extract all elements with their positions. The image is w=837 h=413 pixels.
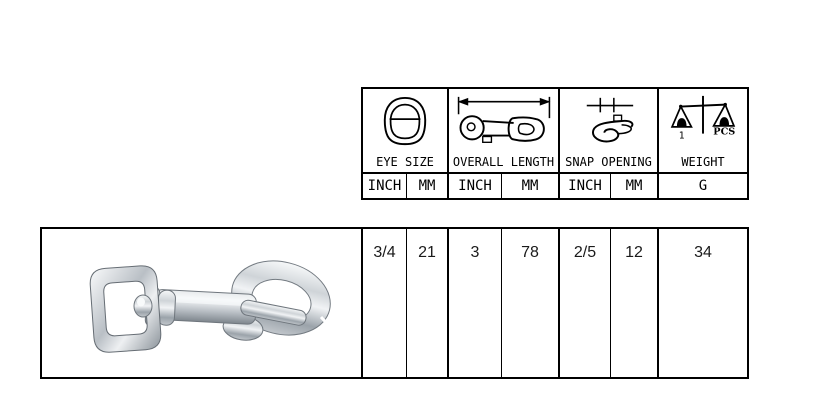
snap-opening-inch-unit: INCH (560, 174, 611, 198)
eye-size-inch-value: 3/4 (363, 229, 407, 377)
overall-length-group-cell (449, 89, 560, 174)
product-image (42, 229, 361, 377)
weight-g-unit: G (698, 178, 708, 194)
weight-group-cell (659, 89, 747, 174)
snap-opening-inch-value: 2/5 (560, 229, 611, 377)
spec-data-row (40, 227, 749, 379)
eye-size-icon (363, 89, 447, 155)
weight-icon-right-pan-label: PCS (713, 126, 736, 138)
eye-size-inch-unit: INCH (363, 174, 407, 198)
overall-length-inch-unit: INCH (449, 174, 502, 198)
weight-icon-left-pan-label: 1 (678, 130, 685, 142)
overall-length-mm-value: 78 (502, 229, 560, 377)
spec-header-table (361, 87, 749, 200)
snap-opening-group-cell (560, 89, 659, 174)
eye-size-mm-unit: MM (407, 174, 449, 198)
eye-size-mm-value: 21 (407, 229, 449, 377)
snap-opening-icon (560, 89, 657, 155)
overall-length-inch-value: 3 (449, 229, 502, 377)
eye-size-label: EYE SIZE (376, 155, 434, 169)
weight-label: WEIGHT (681, 155, 725, 169)
snap-opening-label: SNAP OPENING (565, 155, 652, 169)
overall-length-label: OVERALL LENGTH (452, 155, 555, 169)
eye-size-group-cell (363, 89, 449, 174)
weight-g-value: 34 (694, 244, 712, 261)
overall-length-icon (449, 89, 558, 155)
weight-icon (659, 89, 747, 155)
product-photo-cell (42, 229, 363, 377)
snap-opening-mm-unit: MM (611, 174, 659, 198)
overall-length-mm-unit: MM (502, 174, 560, 198)
swivel-rivet (134, 295, 152, 317)
snap-opening-mm-value: 12 (611, 229, 659, 377)
